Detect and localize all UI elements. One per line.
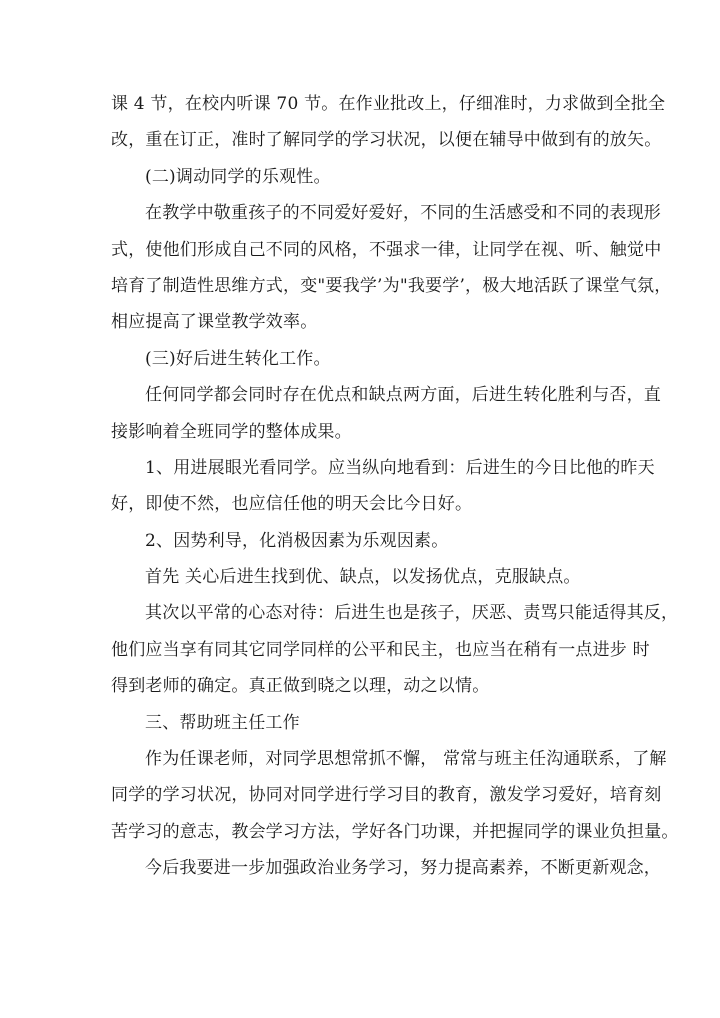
text-line: (三)好后进生转化工作。 [145,348,331,369]
body-text [111,86,679,887]
text-line: 接影响着全班同学的整体成果。 [111,421,352,442]
text-line: 今后我要进一步加强政治业务学习，努力提高素养，不断更新观念， [145,858,661,879]
text-line: 课 4 节，在校内听课 70 节。在作业批改上，仔细准时，力求做到全批全 [111,94,666,114]
text-line: 相应提高了课堂教学效率。 [111,312,318,333]
text-line: 培育了制造性思维方式，变"要我学’为"我要学’，极大地活跃了课堂气氛， [111,275,672,296]
text-line: 首先 关心后进生找到优、缺点，以发扬优点，克服缺点。 [145,567,581,588]
text-line: 1、用进展眼光看同学。应当纵向地看到：后进生的今日比他的昨天 [145,457,655,478]
text-line: 苦学习的意志，教会学习方法，学好各门功课，并把握同学的课业负担量。 [111,821,679,842]
text-line: 2、因势利导，化消极因素为乐观因素。 [145,530,449,551]
text-line: 好，即使不然，也应信任他的明天会比今日好。 [111,494,473,515]
text-line: 改，重在订正，准时了解同学的学习状况，以便在辅导中做到有的放矢。 [111,130,662,151]
text-line: 式，使他们形成自己不同的风格，不强求一律，让同学在视、听、触觉中 [111,239,662,260]
text-line: 作为任课老师，对同学思想常抓不懈， 常常与班主任沟通联系，了解 [145,749,667,770]
text-line: 在教学中敬重孩子的不同爱好爱好，不同的生活感受和不同的表现形 [145,203,661,224]
text-line: 同学的学习状况，协同对同学进行学习目的教育，激发学习爱好，培育刻 [111,785,662,806]
text-line: 他们应当享有同其它同学同样的公平和民主，也应当在稍有一点进步 时 [111,639,650,660]
text-line: 任何同学都会同时存在优点和缺点两方面，后进生转化胜利与否，直 [145,385,661,406]
text-line: (二)调动同学的乐观性。 [145,166,331,187]
text-line: 其次以平常的心态对待：后进生也是孩子，厌恶、责骂只能适得其反， [145,603,679,624]
text-line: 三、帮助班主任工作 [145,712,300,733]
text-line: 得到老师的确定。真正做到晓之以理，动之以情。 [111,676,490,697]
